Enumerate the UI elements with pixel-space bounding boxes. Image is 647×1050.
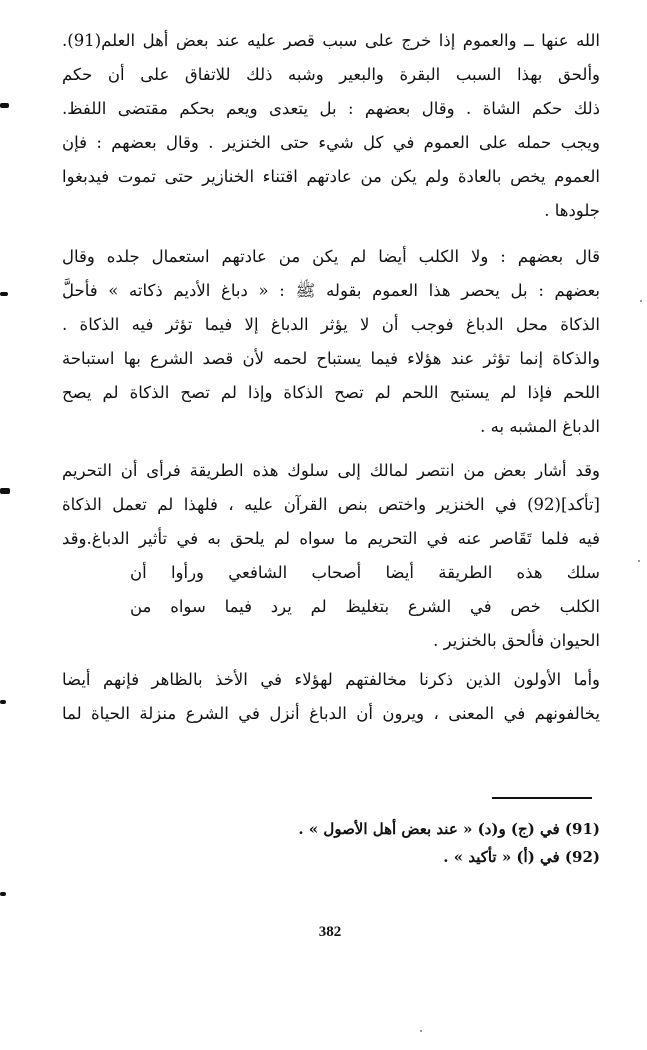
text-line: [تأكد](92) في الخنزير واختص بنص القرآن عليه ، فلهذا لم تعمل الذكاة	[62, 495, 600, 514]
text-line: الله عنها ــ والعموم إذا خرج على سبب قصر عليه عند بعض أهل العلم(91).	[62, 31, 600, 50]
binding-mark	[0, 892, 6, 896]
footnote-91: (91) في (ج) و(د) « عند بعض أهل الأصول » .	[298, 820, 600, 838]
scan-speck	[420, 1030, 422, 1032]
binding-mark	[0, 700, 6, 704]
text-line: وألحق بهذا السبب البقرة والبعير وشبه ذلك للاتفاق على أن حكم	[62, 65, 600, 84]
text-line: ذلك حكم الشاة . وقال بعضهم : بل يتعدى ويعم بحكم مقتضى اللفظ.	[62, 99, 600, 118]
paragraph-2	[62, 240, 600, 444]
text-line: الكلب خص في الشرع بتغليظ لم يرد فيما سواه من	[130, 597, 600, 616]
text-line: الدباغ المشبه به .	[480, 417, 600, 436]
text-line: قال بعضهم : ولا الكلب أيضا لم يكن من عادتهم استعمال جلده وقال	[62, 247, 600, 266]
text-line: اللحم فإذا لم يستبح اللحم لم تصح الذكاة وإذا لم تصح الذكاة لم يصح	[62, 383, 600, 402]
text-line: الذكاة محل الدباغ فوجب أن لا يؤثر الدباغ إلا فيما تؤثر فيه الذكاة .	[62, 315, 600, 334]
text-line: يخالفونهم في المعنى ، ويرون أن الدباغ أنزل في الشرع منزلة الحياة لما	[62, 704, 600, 723]
scan-speck	[638, 560, 640, 562]
footnote-separator	[492, 797, 592, 799]
text-line: سلك هذه الطريقة أيضا أصحاب الشافعي ورأوا أن	[130, 563, 600, 582]
text-line: العموم يخص بالعادة ولم يكن من عادتهم اقتناء الخنازير حتى تموت فيدبغوا	[62, 167, 600, 186]
text-line: ويجب حمله على العموم في كل شيء حتى الخنزير . وقال بعضهم : فإن	[62, 133, 600, 152]
page-number: 382	[318, 924, 342, 940]
text-line: بعضهم : بل يحصر هذا العموم بقوله ﷺ : « دباغ الأديم ذكاته » فأحلَّ	[62, 281, 600, 300]
paragraph-3	[62, 454, 600, 658]
footnote-92: (92) في (أ) « تأكيد » .	[443, 848, 600, 866]
paragraph-1	[62, 24, 600, 228]
binding-mark	[0, 103, 9, 108]
text-line: وأما الأولون الذين ذكرنا مخالفتهم لهؤلاء في الأخذ بالظاهر فإنهم أيضا	[62, 670, 600, 689]
paragraph-4	[62, 663, 600, 731]
scan-speck	[640, 300, 642, 302]
binding-mark	[0, 292, 8, 296]
text-line: الحيوان فألحق بالخنزير .	[433, 631, 600, 650]
text-line: والذكاة إنما تؤثر عند هؤلاء فيما يستباح لحمه لأن قصد الشرع بها استباحة	[62, 349, 600, 368]
text-line: وقد أشار بعض من انتصر لمالك إلى سلوك هذه الطريقة فرأى أن التحريم	[62, 461, 600, 480]
text-line: جلودها .	[544, 201, 600, 220]
binding-mark	[0, 488, 10, 494]
text-line: فيه فلما تَقَاصر عنه في التحريم ما سواه لم يلحق به في تأثير الدباغ.وقد	[62, 529, 600, 548]
footnotes	[150, 815, 600, 871]
